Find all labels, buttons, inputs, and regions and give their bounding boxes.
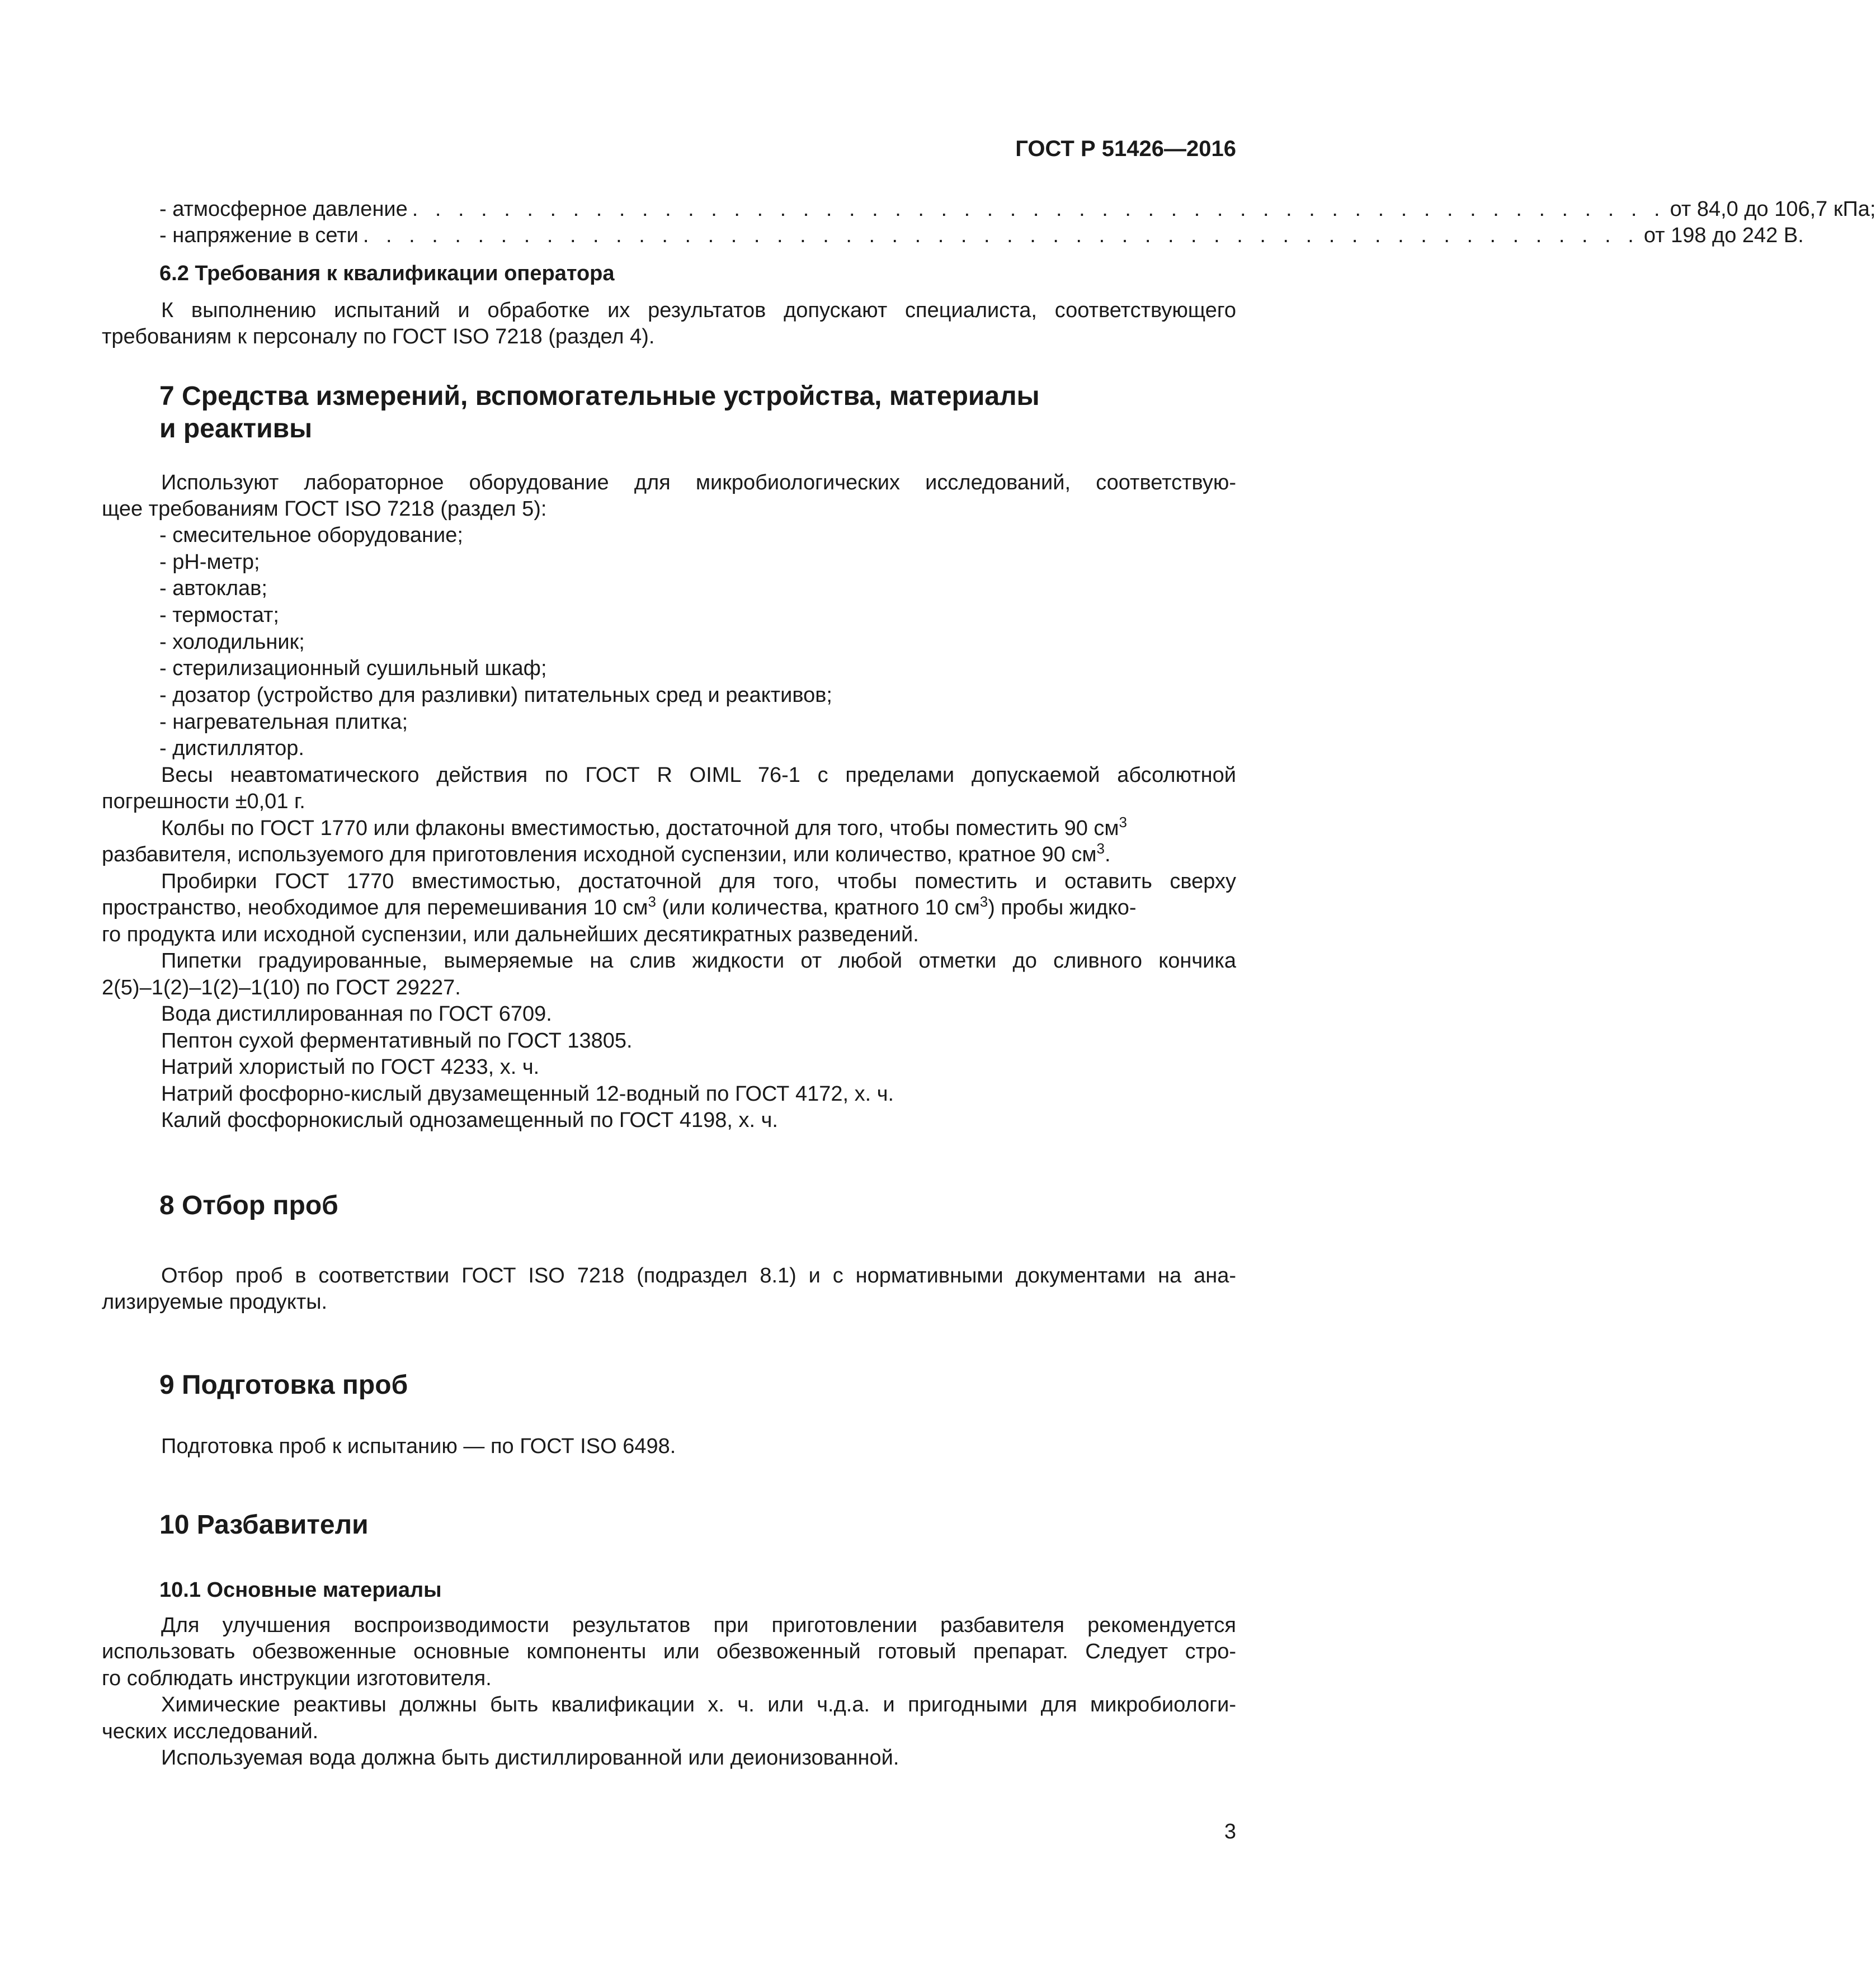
- list-item: - автоклав;: [159, 577, 267, 600]
- paragraph-line: использовать обезвоженные основные компоненты или обезвоженный готовый препарат. Следует стро-: [102, 1640, 1236, 1663]
- paragraph-line: 2(5)–1(2)–1(2)–1(10) по ГОСТ 29227.: [102, 976, 461, 999]
- paragraph-text: (или количества, кратного 10 см: [656, 896, 980, 919]
- paragraph-line: Используют лабораторное оборудование для микробиологических исследований, соответствую-: [161, 471, 1236, 494]
- paragraph-line-flasks-cont: [102, 842, 1236, 868]
- superscript: 3: [1119, 814, 1127, 831]
- reagent-line: Вода дистиллированная по ГОСТ 6709.: [161, 1002, 552, 1026]
- dot-leader: . . . . . . . . . . . . . . . . . . . . . . . . . . . . . . . . . . . . . . . . . . . . . . . . . . . . . . . .: [362, 224, 1639, 247]
- reagent-line: Пептон сухой ферментативный по ГОСТ 13805.: [161, 1029, 633, 1053]
- reagent-line: Натрий хлористый по ГОСТ 4233, х. ч.: [161, 1055, 540, 1079]
- list-item: - дистиллятор.: [159, 737, 304, 760]
- paragraph-line: Химические реактивы должны быть квалификации х. ч. или ч.д.а. и пригодными для микробиологи-: [161, 1693, 1236, 1716]
- paragraph-line: Пипетки градуированные, вымеряемые на слив жидкости от любой отметки до сливного кончика: [161, 949, 1236, 973]
- paragraph-text: Колбы по ГОСТ 1770 или флаконы вместимостью, достаточной для того, чтобы поместить 90 см: [161, 817, 1119, 840]
- condition-label: - напряжение в сети: [159, 224, 359, 247]
- section-9-title: 9 Подготовка проб: [159, 1370, 408, 1400]
- section-10-title: 10 Разбавители: [159, 1510, 369, 1540]
- list-item: - pH-метр;: [159, 550, 260, 574]
- paragraph-line-tubes: [102, 895, 1236, 921]
- paragraph-line: Весы неавтоматического действия по ГОСТ R OIML 76-1 с пределами допускаемой абсолютной: [161, 763, 1236, 787]
- paragraph-text: пространство, необходимое для перемешивания 10 см: [102, 896, 648, 919]
- paragraph-line: Пробирки ГОСТ 1770 вместимостью, достаточной для того, чтобы поместить и оставить сверху: [161, 870, 1236, 893]
- paragraph-line: К выполнению испытаний и обработке их результатов допускают специалиста, соответствующего: [161, 299, 1236, 322]
- paragraph-line: щее требованиям ГОСТ ISO 7218 (раздел 5):: [102, 497, 547, 521]
- list-item: - холодильник;: [159, 630, 305, 654]
- paragraph-line: Отбор проб в соответствии ГОСТ ISO 7218 (подраздел 8.1) и с нормативными документами на ана-: [161, 1264, 1236, 1287]
- paragraph-line: Используемая вода должна быть дистиллированной или деионизованной.: [161, 1746, 899, 1770]
- paragraph-line: го продукта или исходной суспензии, или дальнейших десятикратных разведений.: [102, 923, 919, 946]
- superscript: 3: [648, 893, 656, 910]
- list-item: - смесительное оборудование;: [159, 523, 463, 547]
- list-item: - нагревательная плитка;: [159, 710, 408, 734]
- condition-pressure: [159, 196, 1876, 223]
- section-6-2-title: 6.2 Требования к квалификации оператора: [159, 262, 615, 285]
- dot-leader: . . . . . . . . . . . . . . . . . . . . . . . . . . . . . . . . . . . . . . . . . . . . . . . . . . . . . . .: [412, 197, 1666, 221]
- superscript: 3: [1096, 840, 1105, 857]
- paragraph-line: требованиям к персоналу по ГОСТ ISO 7218 (раздел 4).: [102, 325, 655, 348]
- paragraph-line: Подготовка проб к испытанию — по ГОСТ ISO 6498.: [161, 1435, 676, 1458]
- condition-label: - атмосферное давление: [159, 197, 408, 221]
- list-item: - дозатор (устройство для разливки) питательных сред и реактивов;: [159, 683, 832, 707]
- document-header: ГОСТ Р 51426—2016: [1015, 136, 1236, 161]
- page-number: 3: [1224, 1820, 1236, 1843]
- condition-voltage: [159, 223, 1804, 249]
- paragraph-line: лизируемые продукты.: [102, 1290, 328, 1314]
- section-10-1-title: 10.1 Основные материалы: [159, 1578, 442, 1602]
- paragraph-text: разбавителя, используемого для приготовления исходной суспензии, или количество, кратное 90 см: [102, 843, 1097, 866]
- reagent-line: Натрий фосфорно-кислый двузамещенный 12-водный по ГОСТ 4172, х. ч.: [161, 1082, 894, 1106]
- paragraph-line: Для улучшения воспроизводимости результатов при приготовлении разбавителя рекомендуется: [161, 1614, 1236, 1637]
- paragraph-line: ческих исследований.: [102, 1720, 319, 1743]
- condition-value: от 84,0 до 106,7 кПа;: [1670, 197, 1876, 221]
- list-item: - стерилизационный сушильный шкаф;: [159, 657, 547, 680]
- condition-value: от 198 до 242 В.: [1643, 224, 1804, 247]
- paragraph-line: го соблюдать инструкции изготовителя.: [102, 1667, 492, 1690]
- paragraph-text: .: [1104, 843, 1111, 866]
- section-7-title: 7 Средства измерений, вспомогательные устройства, материалы: [159, 381, 1040, 411]
- section-8-title: 8 Отбор проб: [159, 1191, 338, 1220]
- section-7-title-cont: и реактивы: [159, 414, 313, 444]
- paragraph-line: погрешности ±0,01 г.: [102, 790, 305, 813]
- reagent-line: Калий фосфорнокислый однозамещенный по ГОСТ 4198, х. ч.: [161, 1109, 778, 1132]
- paragraph-line-flasks: [161, 815, 1236, 842]
- superscript: 3: [979, 893, 988, 910]
- list-item: - термостат;: [159, 603, 279, 627]
- paragraph-text: ) пробы жидко-: [988, 896, 1137, 919]
